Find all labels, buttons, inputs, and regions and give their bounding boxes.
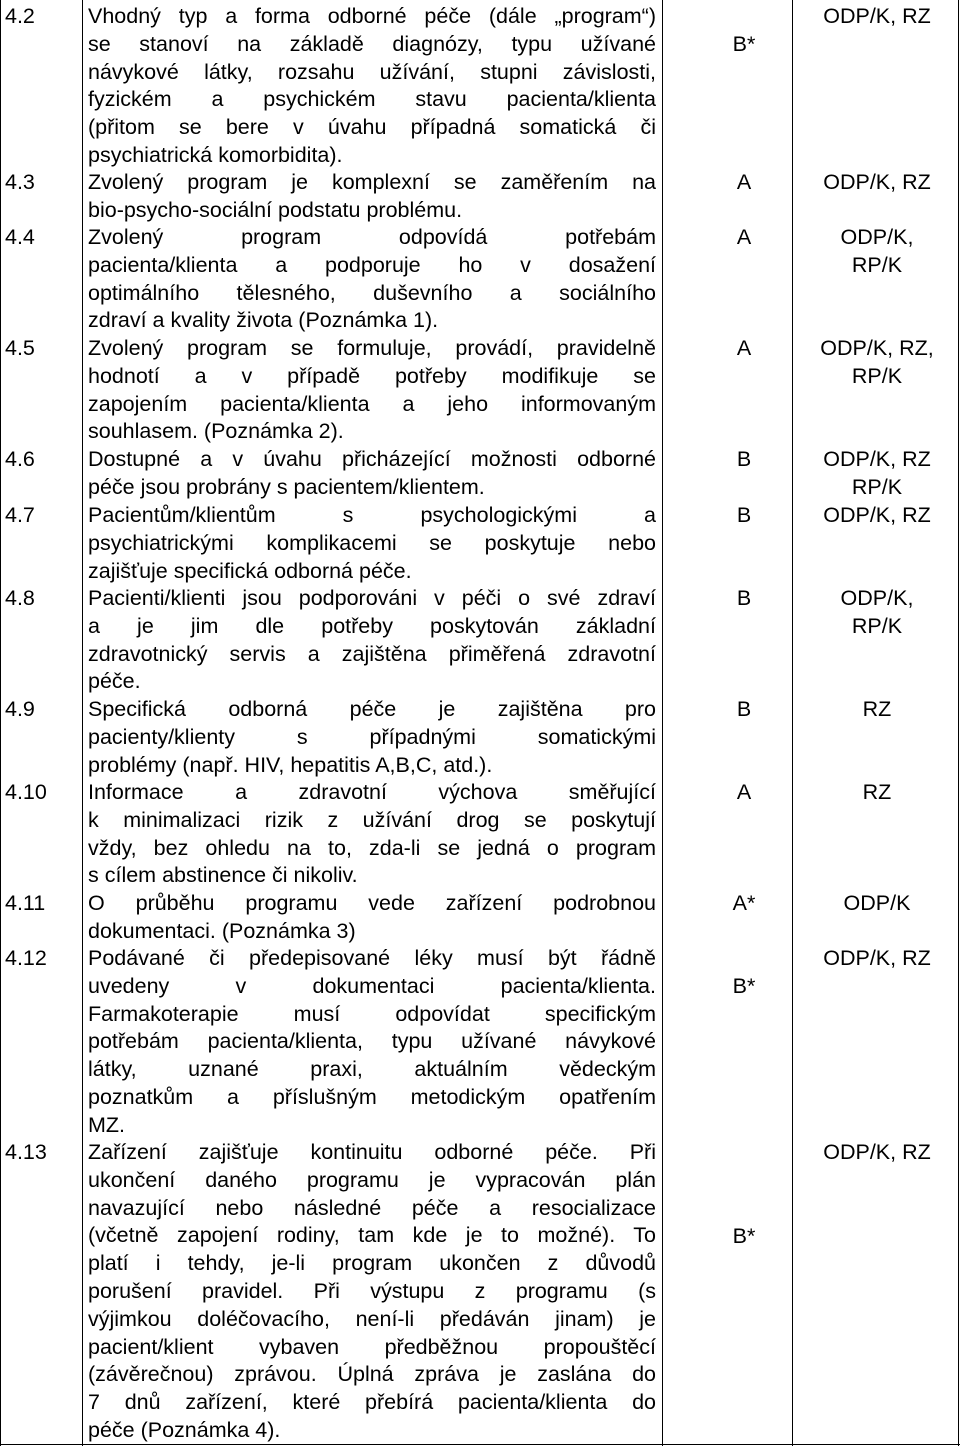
requirement-text-line: s cílem abstinence či nikoliv.: [88, 863, 358, 888]
row-number: 4.13: [5, 1140, 47, 1164]
requirement-text-line: Farmakoterapie musí odpovídat specifickým: [88, 1001, 656, 1026]
responsible-label: ODP/K,: [840, 225, 914, 249]
row-number: 4.9: [5, 697, 35, 721]
requirement-text-line: péče.: [88, 669, 141, 694]
requirement-text-line: Zvolený program se formuluje, provádí, pravidelně: [88, 336, 656, 360]
requirement-text-line: Zařízení zajišťuje kontinuitu odborné péče. Při: [88, 1140, 656, 1164]
row-number: 4.8: [5, 586, 35, 610]
requirement-text-line: pacient/klient vybaven předběžnou propouštěcí: [88, 1334, 656, 1359]
requirement-text-line: péče jsou probrány s pacientem/klientem.: [88, 474, 485, 499]
requirement-text-line: psychiatrická komorbidita).: [88, 143, 343, 167]
level-label: A: [736, 225, 752, 249]
responsible-label: RP/K: [851, 614, 903, 638]
level-label: B: [736, 697, 752, 721]
level-label: A: [736, 780, 752, 804]
responsible-label: RP/K: [851, 475, 903, 499]
requirement-text-line: zdraví a kvality života (Poznámka 1).: [88, 308, 439, 333]
level-label: B*: [732, 32, 756, 56]
requirement-text-line: (přitom se bere v úvahu případná somatická či: [88, 115, 656, 140]
requirement-text-line: zapojením pacienta/klienta a jeho informovaným: [88, 391, 656, 416]
row-number: 4.4: [5, 225, 35, 249]
requirement-text-line: Dostupné a v úvahu přicházející možnosti odborné: [88, 447, 656, 471]
responsible-label: ODP/K: [843, 891, 911, 915]
row-number: 4.10: [5, 780, 47, 804]
responsible-label: RZ: [862, 780, 892, 804]
requirement-text-line: Pacientům/klientům s psychologickými a: [88, 503, 656, 527]
requirement-text-line: ukončení daného programu je vypracován plán: [88, 1167, 656, 1192]
requirement-text-line: Pacienti/klienti jsou podporováni v péči o své zdraví: [88, 586, 656, 610]
row-number: 4.11: [5, 891, 46, 915]
requirement-text-line: psychiatrickými komplikacemi se poskytuje nebo: [88, 530, 656, 555]
requirement-text-line: Zvolený program je komplexní se zaměřením na: [88, 170, 656, 194]
responsible-label: ODP/K, RZ: [823, 170, 931, 194]
level-label: B: [736, 447, 752, 471]
responsible-label: ODP/K,: [840, 586, 914, 610]
requirement-text-line: Vhodný typ a forma odborné péče (dále „program“): [88, 4, 656, 28]
row-number: 4.6: [5, 447, 35, 471]
requirement-text-line: pacienta/klienta a podporuje ho v dosažení: [88, 252, 656, 277]
responsible-label: RP/K: [851, 253, 903, 277]
requirement-text-line: se stanoví na základě diagnózy, typu užívané: [88, 31, 656, 56]
requirement-text-line: zdravotnický servis a zajištěna přiměřená zdravotní: [88, 641, 656, 666]
requirement-text-line: fyzickém a psychickém stavu pacienta/klienta: [88, 87, 656, 112]
requirement-text-line: Specifická odborná péče je zajištěna pro: [88, 697, 656, 721]
requirement-text-line: a je jim dle potřeby poskytován základní: [88, 613, 656, 638]
requirement-text-line: k minimalizaci rizik z užívání drog se poskytují: [88, 807, 656, 832]
level-label: A: [736, 336, 752, 360]
requirement-text-line: MZ.: [88, 1112, 126, 1137]
requirement-text-line: O průběhu programu vede zařízení podrobnou: [88, 891, 656, 915]
requirement-text-line: souhlasem. (Poznámka 2).: [88, 419, 344, 444]
requirement-text-line: uvedeny v dokumentaci pacienta/klienta.: [88, 973, 656, 998]
requirement-text-line: 7 dnů zařízení, které přebírá pacienta/klienta do: [88, 1390, 656, 1415]
requirement-text-line: bio-psycho-sociální podstatu problému.: [88, 197, 463, 222]
responsible-label: ODP/K, RZ: [823, 4, 931, 28]
level-label: A: [736, 170, 752, 194]
level-label: A*: [732, 891, 756, 915]
level-label: B*: [732, 974, 756, 998]
level-label: B: [736, 503, 752, 527]
row-number: 4.5: [5, 336, 35, 360]
responsible-label: RZ: [862, 697, 892, 721]
requirement-text-line: problémy (např. HIV, hepatitis A,B,C, atd.).: [88, 752, 493, 777]
requirement-text-line: Zvolený program odpovídá potřebám: [88, 225, 656, 249]
requirement-text-line: dokumentaci. (Poznámka 3): [88, 918, 356, 943]
requirement-text-line: (závěrečnou) zprávou. Úplná zpráva je zaslána do: [88, 1362, 656, 1387]
row-number: 4.12: [5, 946, 47, 970]
requirement-text-line: (včetně zapojení rodiny, tam kde je to možné). To: [88, 1223, 656, 1248]
requirement-text-line: hodnotí a v případě potřeby modifikuje se: [88, 363, 656, 388]
requirement-text-line: navazující nebo následné péče a resocializace: [88, 1195, 656, 1220]
requirement-text-line: porušení pravidel. Při výstupu z programu (s: [88, 1279, 656, 1303]
requirement-text-line: Informace a zdravotní výchova směřující: [88, 780, 656, 804]
requirement-text-line: platí i tehdy, je-li program ukončen z důvodů: [88, 1251, 656, 1276]
requirement-text-line: pacienty/klienty s případnými somatickými: [88, 724, 656, 749]
requirement-text-line: optimálního tělesného, duševního a sociálního: [88, 280, 656, 305]
row-number: 4.7: [5, 503, 35, 527]
row-number: 4.3: [5, 170, 35, 194]
requirement-text-line: péče (Poznámka 4).: [88, 1418, 281, 1442]
row-number: 4.2: [5, 4, 35, 28]
responsible-label: ODP/K, RZ,: [820, 336, 934, 360]
requirement-text-line: návykové látky, rozsahu užívání, stupni závislosti,: [88, 59, 656, 84]
responsible-label: ODP/K, RZ: [823, 946, 931, 970]
requirement-text-line: vždy, bez ohledu na to, zda-li se jedná o program: [88, 835, 656, 860]
responsible-label: ODP/K, RZ: [823, 1140, 931, 1164]
level-label: B*: [732, 1224, 756, 1248]
level-label: B: [736, 586, 752, 610]
requirement-text-line: výjimkou doléčovacího, není-li předáván jinam) je: [88, 1306, 656, 1331]
requirement-text-line: poznatkům a příslušným metodickým opatřením: [88, 1085, 656, 1109]
requirement-text-line: Podávané či předepisované léky musí být řádně: [88, 946, 656, 970]
requirement-text-line: potřebám pacienta/klienta, typu užívané návykové: [88, 1029, 656, 1054]
requirement-text-line: zajišťuje specifická odborná péče.: [88, 558, 412, 583]
responsible-label: RP/K: [851, 364, 903, 388]
responsible-label: ODP/K, RZ: [823, 447, 931, 471]
responsible-label: ODP/K, RZ: [823, 503, 931, 527]
requirement-text-line: látky, uznané praxi, aktuálním vědeckým: [88, 1057, 656, 1082]
